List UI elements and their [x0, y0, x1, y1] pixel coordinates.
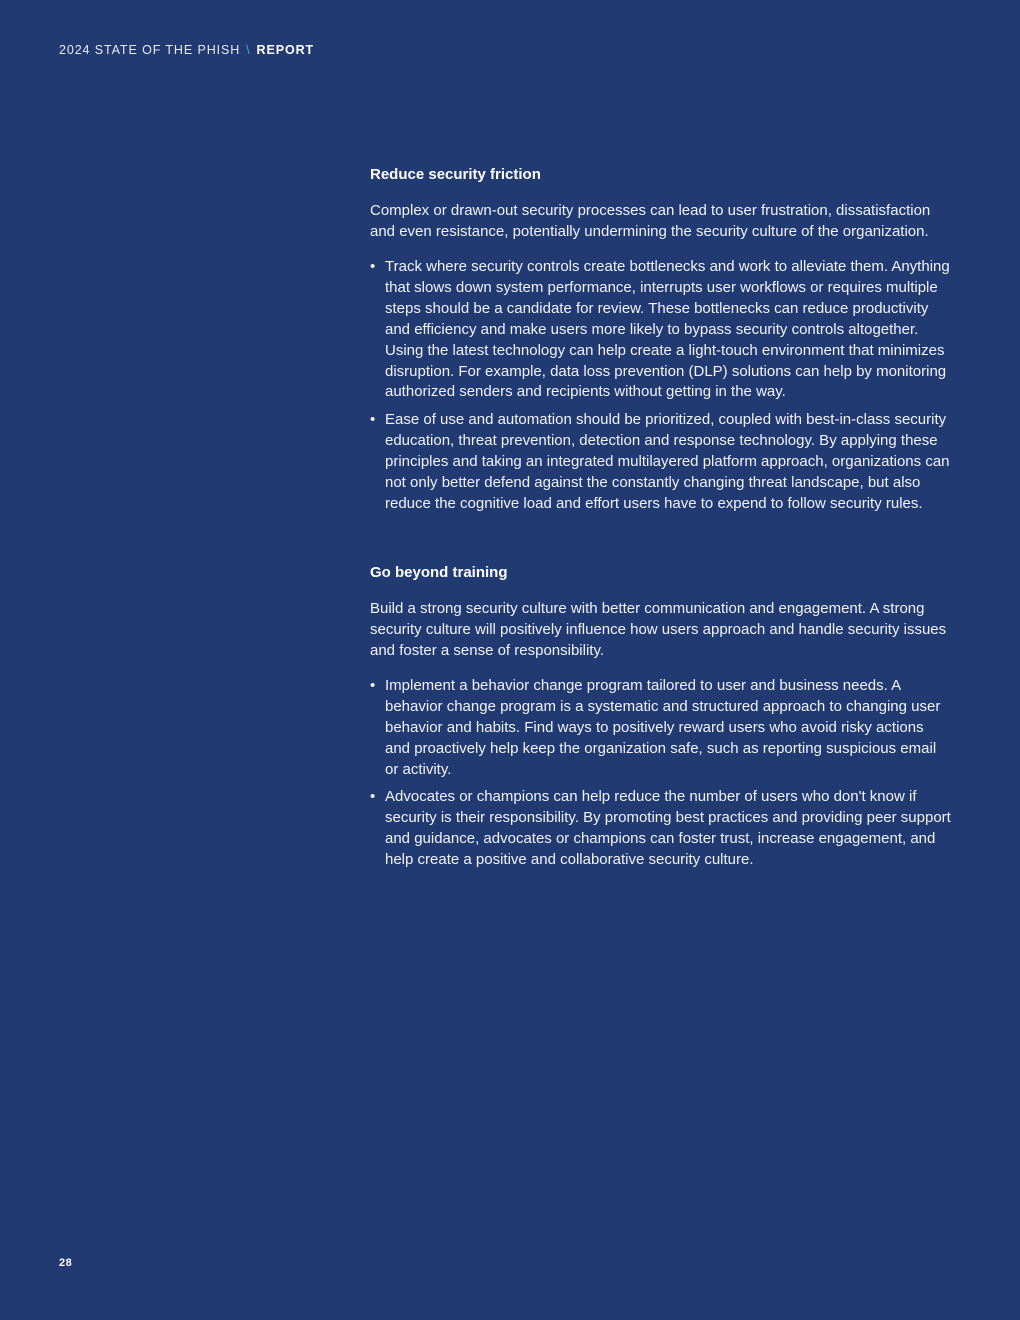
section-go-beyond-training [370, 563, 952, 871]
report-label: REPORT [256, 43, 315, 57]
header-separator: \ [246, 43, 251, 57]
bullet-dot-icon: • [370, 411, 376, 429]
section-intro-paragraph: Build a strong security culture with better communication and engagement. A strong security culture will positively influence how users approach and handle security issues and foster a sense of responsibility. [370, 599, 947, 659]
bullet-dot-icon: • [370, 788, 376, 806]
section-heading: Go beyond training [370, 563, 508, 581]
section-heading: Reduce security friction [370, 166, 541, 183]
list-item-text: Track where security controls create bottlenecks and work to alleviate them. Anything that slows down system performance, interrupts user workflows or requires multiple steps should be a candidate for review. These bottlenecks can reduce productivity and efficiency and make users more likely to bypass security controls altogether. Using the latest technology can help create a light-touch environment that minimizes disruption. For example, data loss prevention (DLP) solutions can help by monitoring authorized senders and recipients without getting in the way. [385, 258, 950, 401]
list-item-text: Advocates or champions can help reduce the number of users who don't know if security is their responsibility. By promoting best practices and providing peer support and guidance, advocates or champions can foster trust, increase engagement, and help create a positive and collaborative security culture. [385, 788, 951, 869]
report-title: 2024 STATE OF THE PHISH [59, 43, 241, 57]
running-header [59, 43, 314, 57]
bullet-dot-icon: • [370, 258, 376, 275]
bullet-dot-icon: • [370, 676, 376, 694]
bullet-list [370, 676, 952, 871]
list-item-text: Implement a behavior change program tailored to user and business needs. A behavior change program is a systematic and structured approach to changing user behavior and habits. Find ways to positively reward users who avoid risky actions and proactively help keep the organization safe, such as reporting suspicious email or activity. [385, 676, 941, 778]
list-item [370, 676, 952, 781]
main-content [370, 165, 952, 919]
section-intro-paragraph: Complex or drawn-out security processes can lead to user frustration, dissatisfaction and even resistance, potentially undermining the security culture of the organization. [370, 202, 931, 240]
section-reduce-security-friction [370, 165, 952, 515]
list-item [370, 410, 952, 515]
list-item [370, 787, 952, 871]
bullet-list [370, 257, 952, 515]
list-item [370, 257, 952, 403]
page-number: 28 [59, 1257, 73, 1269]
list-item-text: Ease of use and automation should be prioritized, coupled with best-in-class security education, threat prevention, detection and response technology. By applying these principles and taking an integrated multilayered platform approach, organizations can not only better defend against the constantly changing threat landscape, but also reduce the cognitive load and effort users have to expend to follow security rules. [385, 411, 950, 512]
